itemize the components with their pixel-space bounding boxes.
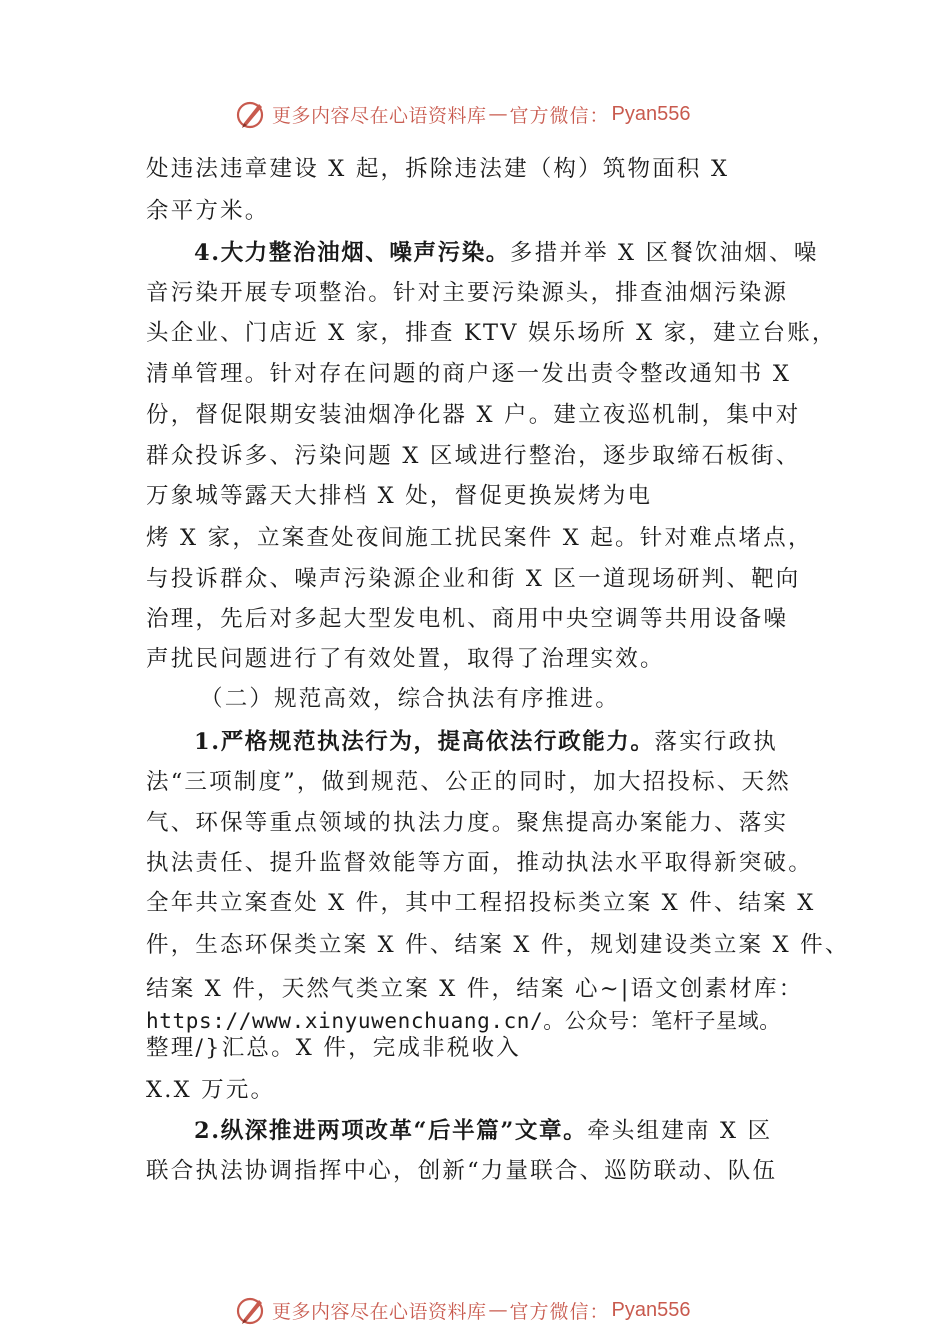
text-line: 执法责任、提升监督效能等方面，推动执法水平取得新突破。	[146, 850, 813, 876]
text-line: 群众投诉多、污染问题 X 区域进行整治，逐步取缔石板街、	[146, 443, 801, 469]
text-line: 法“三项制度”，做到规范、公正的同时，加大招投标、天然	[146, 769, 791, 795]
text-line: X.X 万元。	[146, 1077, 276, 1103]
text-line: 清单管理。针对存在问题的商户逐一发出责令整改通知书 X	[146, 361, 792, 387]
watermark-text: 更多内容尽在心语资料库	[272, 104, 487, 127]
text-line: 万象城等露天大排档 X 处，督促更换炭烤为电	[146, 483, 653, 509]
subheading-line: 2.纵深推进两项改革“后半篇”文章。牵头组建南 X 区	[194, 1118, 773, 1144]
watermark-dash: —	[488, 103, 508, 125]
pen-logo-icon	[234, 97, 268, 131]
watermark-text: 更多内容尽在心语资料库	[272, 1300, 487, 1323]
text-line: 余平方米。	[146, 198, 270, 224]
watermark-wechat-id: Pyan556	[611, 1298, 691, 1321]
text-line: 件，生态环保类立案 X 件、结案 X 件，规划建设类立案 X 件、	[146, 932, 850, 958]
watermark-wechat-label: 官方微信：	[509, 104, 610, 127]
subheading-line: 1.严格规范执法行为，提高依法行政能力。落实行政执	[194, 729, 779, 755]
text-line: 气、环保等重点领域的执法力度。聚焦提高办案能力、落实	[146, 810, 789, 836]
subheading-4: 4.大力整治油烟、噪声污染。	[194, 240, 510, 266]
text-line: 头企业、门店近 X 家，排查 KTV 娱乐场所 X 家，建立台账，	[146, 320, 837, 346]
pen-logo-icon	[234, 1293, 268, 1327]
text-line: 全年共立案查处 X 件，其中工程招投标类立案 X 件、结案 X	[146, 890, 816, 916]
text-line: 处违法违章建设 X 起，拆除违法建（构）筑物面积 X	[146, 156, 730, 182]
text-line: 结案 X 件，天然气类立案 X 件，结案 心~|语文创素材库：	[146, 976, 804, 1002]
subheading-1: 1.严格规范执法行为，提高依法行政能力。	[194, 729, 655, 755]
subheading-line: 4.大力整治油烟、噪声污染。多措并举 X 区餐饮油烟、噪	[194, 240, 819, 266]
text-line: 联合执法协调指挥中心，创新“力量联合、巡防联动、队伍	[146, 1158, 778, 1184]
text-line: 整理/}汇总。X 件，完成非税收入	[146, 1035, 521, 1061]
text-line: 治理，先后对多起大型发电机、商用中央空调等共用设备噪	[146, 606, 789, 632]
text-line: 音污染开展专项整治。针对主要污染源头，排查油烟污染源	[146, 280, 789, 306]
watermark-wechat-label: 官方微信：	[509, 1300, 610, 1323]
watermark-header	[234, 96, 691, 132]
text-line: 烤 X 家，立案查处夜间施工扰民案件 X 起。针对难点堵点，	[146, 525, 813, 551]
section-heading: （二）规范高效，综合执法有序推进。	[200, 686, 620, 712]
text-line: https://www.xinyuwenchuang.cn/。公众号：笔杆子星域。	[146, 1009, 781, 1033]
text-line: 与投诉群众、噪声污染源企业和街 X 区一道现场研判、靶向	[146, 566, 801, 592]
text-line: 份，督促限期安装油烟净化器 X 户。建立夜巡机制，集中对	[146, 402, 801, 428]
subheading-2: 2.纵深推进两项改革“后半篇”文章。	[194, 1118, 588, 1144]
watermark-wechat-id: Pyan556	[611, 102, 691, 125]
text-line: 声扰民问题进行了有效处置，取得了治理实效。	[146, 646, 665, 672]
watermark-dash: —	[488, 1299, 508, 1321]
watermark-footer	[234, 1292, 691, 1328]
